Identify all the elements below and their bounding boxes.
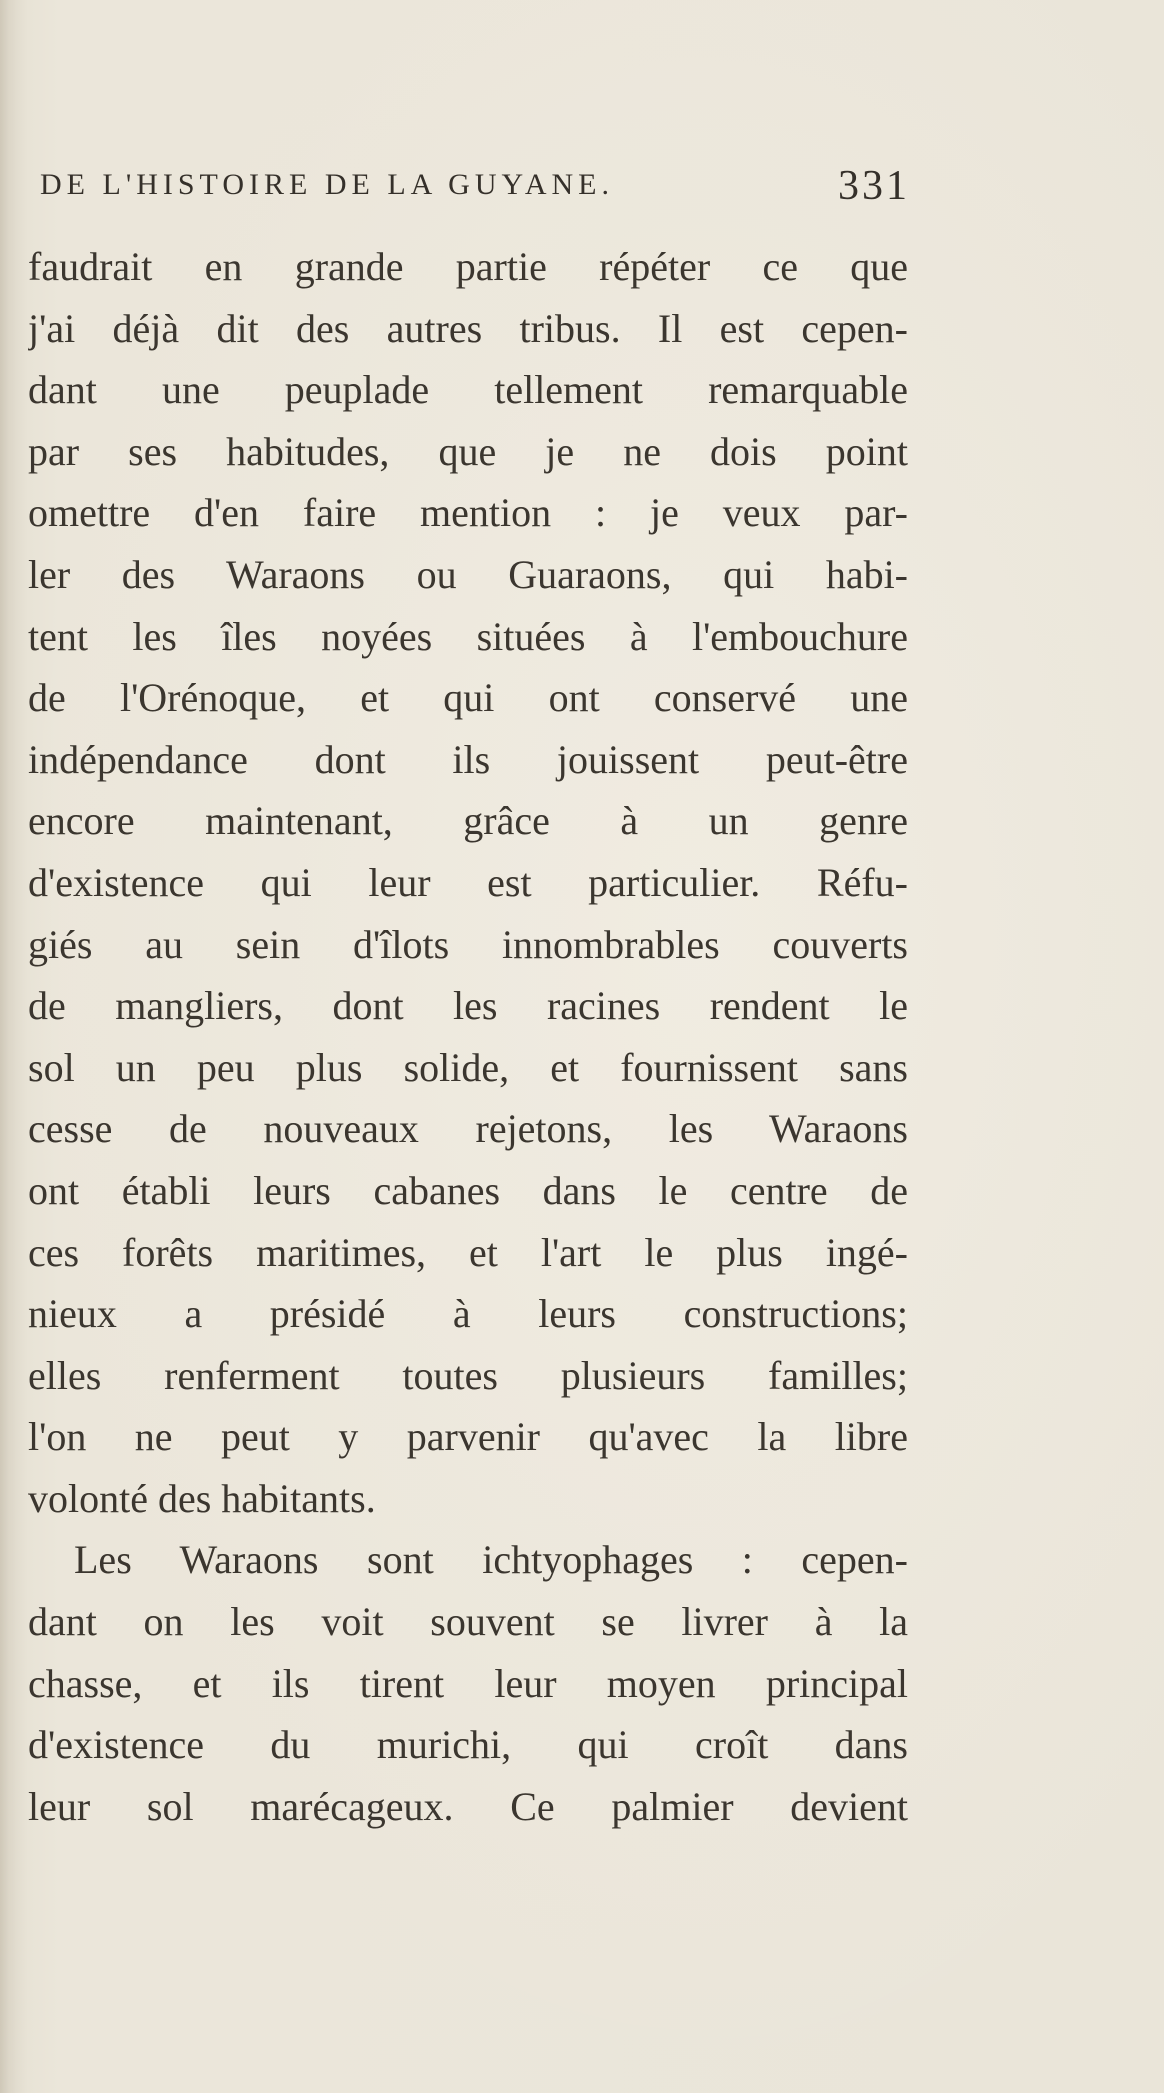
text-line: l'on ne peut y parvenir qu'avec la libre bbox=[28, 1414, 908, 1460]
text-line: par ses habitudes, que je ne dois point bbox=[28, 428, 908, 474]
text-line: leur sol marécageux. Ce palmier devient bbox=[28, 1783, 908, 1829]
text-line: giés au sein d'îlots innombrables couverts bbox=[28, 921, 908, 967]
text-line: d'existence du murichi, qui croît dans bbox=[28, 1722, 908, 1768]
body-text bbox=[28, 236, 908, 1837]
paragraph-1 bbox=[28, 236, 908, 1529]
text-line: sol un peu plus solide, et fournissent sans bbox=[28, 1044, 908, 1090]
text-line: encore maintenant, grâce à un genre bbox=[28, 798, 908, 844]
running-title: DE L'HISTOIRE DE LA GUYANE. bbox=[40, 168, 614, 201]
text-line: de mangliers, dont les racines rendent le bbox=[28, 983, 908, 1029]
text-line: elles renferment toutes plusieurs familles; bbox=[28, 1352, 908, 1398]
text-line: Les Waraons sont ichtyophages : cepen- bbox=[74, 1537, 908, 1583]
text-line: dant on les voit souvent se livrer à la bbox=[28, 1599, 908, 1645]
text-line: cesse de nouveaux rejetons, les Waraons bbox=[28, 1106, 908, 1152]
text-line: ces forêts maritimes, et l'art le plus ingé- bbox=[28, 1229, 908, 1275]
text-line: tent les îles noyées situées à l'embouchure bbox=[28, 613, 908, 659]
paragraph-2 bbox=[28, 1529, 908, 1837]
text-line: dant une peuplade tellement remarquable bbox=[28, 367, 908, 413]
text-line: omettre d'en faire mention : je veux par- bbox=[28, 490, 908, 536]
text-line: chasse, et ils tirent leur moyen principal bbox=[28, 1660, 908, 1706]
text-line: de l'Orénoque, et qui ont conservé une bbox=[28, 675, 908, 721]
text-line: faudrait en grande partie répéter ce que bbox=[28, 244, 908, 289]
text-line: d'existence qui leur est particulier. Réfu- bbox=[28, 859, 908, 905]
running-header bbox=[40, 163, 910, 218]
text-line: indépendance dont ils jouissent peut-être bbox=[28, 736, 908, 782]
text-line: nieux a présidé à leurs constructions; bbox=[28, 1291, 908, 1337]
text-line: ler des Waraons ou Guaraons, qui habi- bbox=[28, 551, 908, 597]
text-line: j'ai déjà dit des autres tribus. Il est cepen- bbox=[28, 305, 908, 351]
text-line: volonté des habitants. bbox=[28, 1475, 376, 1521]
binding-edge bbox=[0, 0, 16, 2093]
page-number: 331 bbox=[838, 163, 910, 209]
text-line: ont établi leurs cabanes dans le centre de bbox=[28, 1167, 908, 1213]
